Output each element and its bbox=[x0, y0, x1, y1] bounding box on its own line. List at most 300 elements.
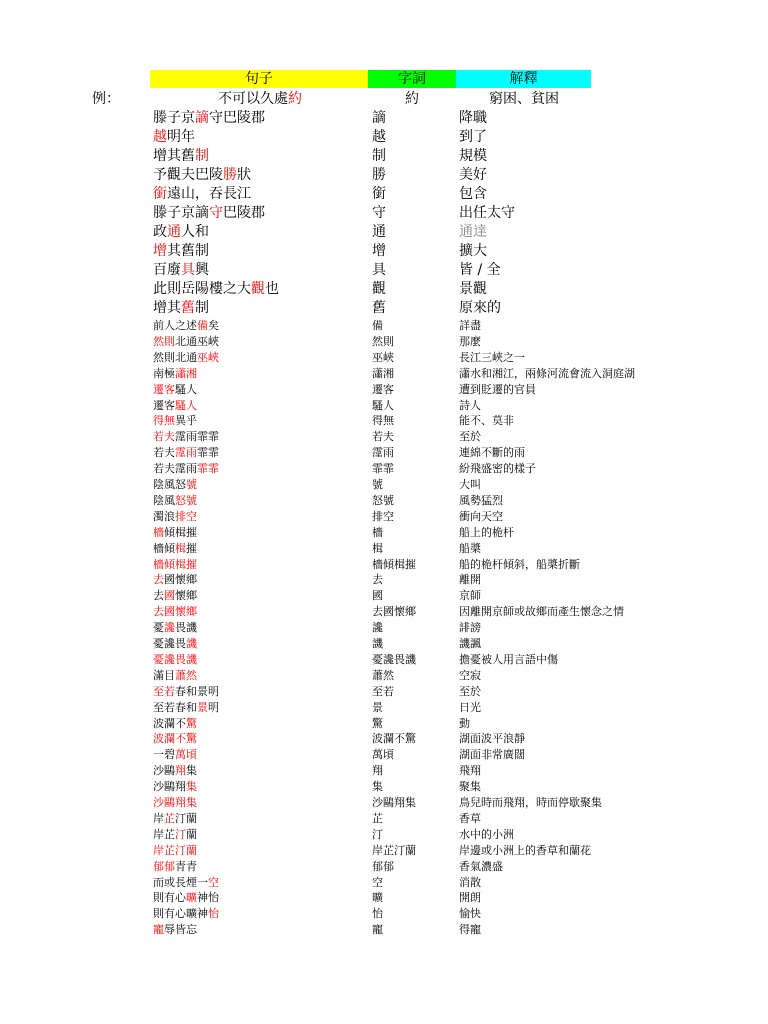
explanation-cell: 皆 / 全 bbox=[459, 262, 501, 278]
explanation-cell: 消散 bbox=[459, 875, 481, 889]
sentence-text: 而或長煙一 bbox=[153, 875, 208, 889]
table-row bbox=[0, 204, 768, 223]
explanation-cell: 原來的 bbox=[459, 300, 501, 316]
word-cell: 霏霏 bbox=[372, 462, 394, 476]
table-row bbox=[0, 128, 768, 147]
word-cell: 排空 bbox=[372, 509, 394, 523]
word-cell: 郁郁 bbox=[372, 859, 394, 873]
word-cell: 然則 bbox=[372, 334, 394, 348]
word-cell: 集 bbox=[372, 780, 383, 794]
explanation-cell: 至於 bbox=[459, 430, 481, 444]
highlighted-word: 檣 bbox=[153, 525, 164, 539]
sentence-cell bbox=[153, 242, 209, 261]
highlighted-word: 寵 bbox=[153, 923, 164, 937]
explanation-cell: 湖面波平浪靜 bbox=[459, 732, 525, 746]
sentence-text: 懷鄉 bbox=[175, 589, 197, 603]
sentence-cell bbox=[153, 795, 197, 811]
sentence-cell bbox=[153, 684, 219, 700]
table-row bbox=[0, 827, 768, 843]
table-row bbox=[0, 636, 768, 652]
word-cell: 勝 bbox=[372, 167, 386, 183]
explanation-cell: 岸邊或小洲上的香草和蘭花 bbox=[459, 843, 591, 857]
highlighted-word: 謫 bbox=[195, 110, 209, 126]
sentence-text: 增其 bbox=[153, 300, 181, 316]
header-word: 字詞 bbox=[368, 70, 456, 88]
explanation-cell: 紛飛盛密的樣子 bbox=[459, 462, 536, 476]
explanation-cell: 規模 bbox=[459, 148, 487, 164]
sentence-cell bbox=[153, 668, 197, 684]
word-cell: 波瀾不驚 bbox=[372, 732, 416, 746]
highlighted-word: 具 bbox=[181, 262, 195, 278]
explanation-cell: 那麼 bbox=[459, 334, 481, 348]
highlighted-word: 譏 bbox=[186, 637, 197, 650]
table-row bbox=[0, 185, 768, 204]
sentence-cell bbox=[153, 827, 197, 843]
sentence-text: 百廢 bbox=[153, 262, 181, 278]
explanation-cell: 包含 bbox=[459, 186, 487, 202]
sentence-text: 神怡 bbox=[197, 891, 219, 905]
sentence-cell bbox=[153, 509, 197, 525]
word-cell: 具 bbox=[372, 262, 386, 278]
word-cell: 騷人 bbox=[372, 398, 394, 412]
table-row bbox=[0, 461, 768, 477]
sentence-text: 陰風怒 bbox=[153, 478, 186, 491]
word-cell: 約 bbox=[405, 91, 419, 107]
highlighted-word: 郁郁 bbox=[153, 859, 175, 873]
highlighted-word: 排空 bbox=[175, 509, 197, 523]
explanation-cell: 大叫 bbox=[459, 478, 481, 491]
sentence-text: 國懷鄉 bbox=[164, 573, 197, 587]
highlighted-word: 越 bbox=[153, 129, 167, 145]
sentence-text: 波瀾不 bbox=[153, 716, 186, 730]
highlighted-word: 去 bbox=[153, 573, 164, 587]
sentence-text: 則有心曠神 bbox=[153, 907, 208, 921]
word-cell: 檣傾楫摧 bbox=[372, 557, 416, 571]
sentence-cell bbox=[153, 493, 197, 509]
table-row bbox=[0, 906, 768, 922]
table-row bbox=[0, 731, 768, 747]
word-cell: 觀 bbox=[372, 281, 386, 297]
sentence-text: 人和 bbox=[181, 224, 209, 240]
sentence-text: 予觀夫巴陵 bbox=[153, 167, 223, 183]
sentence-text: 集 bbox=[186, 764, 197, 778]
sentence-text: 滕子京謫 bbox=[153, 205, 209, 221]
sentence-cell bbox=[153, 716, 197, 732]
highlighted-word: 怒號 bbox=[175, 493, 197, 507]
sentence-text: 蘭 bbox=[186, 827, 197, 841]
explanation-cell: 香氣濃盛 bbox=[459, 859, 503, 873]
table-row bbox=[0, 684, 768, 700]
explanation-cell: 離開 bbox=[459, 573, 481, 587]
highlighted-word: 波瀾不驚 bbox=[153, 732, 197, 746]
explanation-cell: 愉快 bbox=[459, 907, 481, 921]
word-cell: 翔 bbox=[372, 764, 383, 778]
word-cell: 芷 bbox=[372, 811, 383, 825]
word-cell: 瀟湘 bbox=[372, 366, 394, 380]
table-row bbox=[0, 747, 768, 763]
sentence-text: 若夫霪雨 bbox=[153, 462, 197, 476]
explanation-cell: 日光 bbox=[459, 700, 481, 714]
table-row bbox=[0, 147, 768, 166]
explanation-cell: 通達 bbox=[459, 224, 487, 240]
word-cell: 國 bbox=[372, 589, 383, 603]
sentence-cell bbox=[153, 318, 219, 334]
sentence-text: 異乎 bbox=[175, 414, 197, 428]
table-row bbox=[0, 588, 768, 604]
highlighted-word: 汀 bbox=[175, 827, 186, 841]
sentence-text: 一碧 bbox=[153, 748, 175, 762]
word-cell: 蕭然 bbox=[372, 668, 394, 682]
table-row bbox=[0, 509, 768, 525]
table-row bbox=[0, 223, 768, 242]
highlighted-word: 觀 bbox=[251, 281, 265, 297]
table-row bbox=[0, 280, 768, 299]
sentence-cell bbox=[153, 445, 219, 461]
highlighted-word: 檣傾楫摧 bbox=[153, 557, 197, 571]
explanation-cell: 能不、莫非 bbox=[459, 414, 514, 428]
sentence-text: 守巴陵郡 bbox=[209, 110, 265, 126]
table-row bbox=[0, 445, 768, 461]
sentence-text: 此則岳陽樓之大 bbox=[153, 281, 251, 297]
word-cell: 景 bbox=[372, 700, 383, 714]
table-row bbox=[0, 366, 768, 382]
sentence-text: 濁浪 bbox=[153, 509, 175, 523]
highlighted-word: 號 bbox=[186, 478, 197, 491]
sentence-text: 傾楫摧 bbox=[164, 525, 197, 539]
table-row bbox=[0, 350, 768, 366]
highlighted-word: 瀟湘 bbox=[175, 366, 197, 380]
sentence-cell bbox=[153, 204, 265, 223]
word-cell: 謫 bbox=[372, 110, 386, 126]
sentence-cell bbox=[153, 588, 197, 604]
explanation-cell: 詳盡 bbox=[459, 319, 481, 332]
word-cell: 霪雨 bbox=[372, 446, 394, 460]
highlighted-word: 曠 bbox=[186, 891, 197, 905]
sentence-text: 前人之述 bbox=[153, 319, 197, 332]
table-row bbox=[0, 413, 768, 429]
explanation-cell: 降職 bbox=[459, 110, 487, 126]
sentence-cell bbox=[153, 875, 219, 891]
header-sentence: 句子 bbox=[150, 70, 368, 88]
table-row bbox=[0, 700, 768, 716]
sentence-text: 沙鷗翔 bbox=[153, 780, 186, 794]
word-cell: 怒號 bbox=[372, 493, 394, 507]
highlighted-word: 去國懷鄉 bbox=[153, 605, 197, 619]
sentence-cell bbox=[153, 398, 197, 414]
word-cell: 備 bbox=[372, 319, 383, 332]
sentence-cell bbox=[153, 652, 197, 668]
table-row bbox=[0, 166, 768, 185]
sentence-text: 明年 bbox=[167, 129, 195, 145]
highlighted-word: 景 bbox=[197, 700, 208, 714]
highlighted-word: 遷客 bbox=[153, 382, 175, 396]
explanation-cell: 空寂 bbox=[459, 668, 481, 682]
sentence-cell bbox=[153, 147, 209, 166]
table-row bbox=[0, 795, 768, 811]
highlighted-word: 備 bbox=[197, 319, 208, 332]
sentence-cell bbox=[153, 429, 219, 445]
highlighted-word: 巫峽 bbox=[197, 350, 219, 364]
highlighted-word: 銜 bbox=[153, 186, 167, 202]
table-row bbox=[0, 716, 768, 732]
explanation-cell: 出任太守 bbox=[459, 205, 515, 221]
highlighted-word: 空 bbox=[208, 875, 219, 889]
highlighted-word: 舊 bbox=[181, 300, 195, 316]
sentence-cell bbox=[153, 109, 265, 128]
table-row bbox=[0, 652, 768, 668]
sentence-cell bbox=[153, 557, 197, 573]
word-cell: 沙鷗翔集 bbox=[372, 796, 416, 809]
explanation-cell: 船的桅杆傾斜，船槳折斷 bbox=[459, 557, 580, 571]
sentence-cell bbox=[153, 922, 197, 938]
word-cell: 舊 bbox=[372, 300, 386, 316]
explanation-cell: 瀟水和湘江，兩條河流會流入洞庭湖 bbox=[459, 366, 635, 380]
highlighted-word: 沙鷗翔集 bbox=[153, 796, 197, 809]
table-row bbox=[0, 875, 768, 891]
highlighted-word: 然則 bbox=[153, 334, 175, 348]
highlighted-word: 霪雨 bbox=[175, 446, 197, 460]
example-row bbox=[0, 90, 768, 109]
highlighted-word: 霏霏 bbox=[197, 462, 219, 476]
sentence-cell bbox=[153, 280, 279, 299]
highlighted-word: 憂讒畏譏 bbox=[153, 652, 197, 666]
word-cell: 號 bbox=[372, 478, 383, 491]
table-row bbox=[0, 541, 768, 557]
table-row bbox=[0, 779, 768, 795]
explanation-cell: 擴大 bbox=[459, 243, 487, 259]
explanation-cell: 開朗 bbox=[459, 891, 481, 905]
sentence-text: 不可以久處 bbox=[218, 91, 288, 107]
table-row bbox=[0, 890, 768, 906]
sentence-cell bbox=[153, 636, 197, 652]
explanation-cell: 聚集 bbox=[459, 780, 481, 794]
word-cell: 汀 bbox=[372, 827, 383, 841]
sentence-cell bbox=[153, 223, 209, 242]
explanation-cell: 遭到貶遷的官員 bbox=[459, 382, 536, 396]
sentence-cell bbox=[153, 166, 251, 185]
explanation-cell: 至於 bbox=[459, 684, 481, 698]
explanation-cell: 到了 bbox=[459, 129, 487, 145]
sentence-text: 北通巫峽 bbox=[175, 334, 219, 348]
sentence-text: 騷人 bbox=[175, 382, 197, 396]
sentence-text: 遠山，吞長江 bbox=[167, 186, 251, 202]
sentence-text: 南極 bbox=[153, 366, 175, 380]
table-row bbox=[0, 922, 768, 938]
highlighted-word: 楫 bbox=[175, 541, 186, 555]
table-row bbox=[0, 398, 768, 414]
sentence-text: 至若春和 bbox=[153, 700, 197, 714]
sentence-cell bbox=[153, 763, 197, 779]
explanation-cell: 長江三峽之一 bbox=[459, 350, 525, 364]
sentence-cell bbox=[153, 461, 219, 477]
table-row bbox=[0, 109, 768, 128]
explanation-cell: 連綿不斷的雨 bbox=[459, 446, 525, 460]
sentence-text: 若夫 bbox=[153, 446, 175, 460]
table-row bbox=[0, 334, 768, 350]
example-label: 例： bbox=[92, 91, 120, 107]
table-row bbox=[0, 318, 768, 334]
sentence-text: 青青 bbox=[175, 859, 197, 873]
table-row bbox=[0, 557, 768, 573]
sentence-cell bbox=[153, 525, 197, 541]
sentence-text: 也 bbox=[265, 281, 279, 297]
highlighted-word: 制 bbox=[195, 148, 209, 164]
sentence-cell bbox=[153, 477, 197, 493]
word-cell: 空 bbox=[372, 875, 383, 889]
sentence-text: 則有心 bbox=[153, 891, 186, 905]
table-row bbox=[0, 382, 768, 398]
sentence-cell bbox=[153, 859, 197, 875]
sentence-text: 政 bbox=[153, 224, 167, 240]
table-row bbox=[0, 525, 768, 541]
word-cell: 越 bbox=[372, 129, 386, 145]
explanation-cell: 湖面非常廣闊 bbox=[459, 748, 525, 762]
sentence-text: 憂 bbox=[153, 621, 164, 635]
sentence-cell bbox=[153, 382, 197, 398]
word-cell: 萬頃 bbox=[372, 748, 394, 762]
sentence-text: 春和景明 bbox=[175, 684, 219, 698]
sentence-text: 霪雨霏霏 bbox=[175, 430, 219, 444]
explanation-cell: 鳥兒時而飛翔，時而停歇聚集 bbox=[459, 796, 602, 809]
explanation-cell: 得寵 bbox=[459, 923, 481, 937]
sentence-text: 岸 bbox=[153, 811, 164, 825]
table-row bbox=[0, 429, 768, 445]
highlighted-word: 若夫 bbox=[153, 430, 175, 444]
explanation-cell: 京師 bbox=[459, 589, 481, 603]
sentence-text: 興 bbox=[195, 262, 209, 278]
highlighted-word: 增 bbox=[153, 243, 167, 259]
sentence-cell bbox=[153, 843, 197, 859]
word-cell: 遷客 bbox=[372, 382, 394, 396]
word-cell: 讒 bbox=[372, 621, 383, 635]
word-cell: 通 bbox=[372, 224, 386, 240]
highlighted-word: 騷人 bbox=[175, 398, 197, 412]
explanation-cell: 飛翔 bbox=[459, 764, 481, 778]
sentence-text: 岸芷 bbox=[153, 827, 175, 841]
word-cell: 若夫 bbox=[372, 430, 394, 444]
table-row bbox=[0, 859, 768, 875]
sentence-cell bbox=[153, 604, 197, 620]
table-row bbox=[0, 763, 768, 779]
explanation-cell: 美好 bbox=[459, 167, 487, 183]
table-row bbox=[0, 299, 768, 318]
word-cell: 去 bbox=[372, 573, 383, 587]
explanation-cell: 風勢猛烈 bbox=[459, 493, 503, 507]
word-cell: 怡 bbox=[372, 907, 383, 921]
sentence-cell bbox=[153, 541, 197, 557]
explanation-cell: 衝向天空 bbox=[459, 509, 503, 523]
sentence-text: 畏譏 bbox=[175, 621, 197, 635]
word-cell: 寵 bbox=[372, 923, 383, 937]
sentence-text: 遷客 bbox=[153, 398, 175, 412]
table-row bbox=[0, 572, 768, 588]
word-cell: 譏 bbox=[372, 637, 383, 650]
word-cell: 增 bbox=[372, 243, 386, 259]
highlighted-word: 得無 bbox=[153, 414, 175, 428]
word-cell: 守 bbox=[372, 205, 386, 221]
sentence-cell bbox=[153, 906, 219, 922]
sentence-cell bbox=[153, 700, 219, 716]
word-cell: 至若 bbox=[372, 684, 394, 698]
sentence-cell bbox=[153, 731, 197, 747]
table-row bbox=[0, 477, 768, 493]
sentence-cell bbox=[153, 350, 219, 366]
sentence-text: 檣傾 bbox=[153, 541, 175, 555]
highlighted-word: 怡 bbox=[208, 907, 219, 921]
explanation-cell: 船槳 bbox=[459, 541, 481, 555]
word-cell: 憂讒畏譏 bbox=[372, 652, 416, 666]
highlighted-word: 勝 bbox=[223, 167, 237, 183]
highlighted-word: 驚 bbox=[186, 716, 197, 730]
explanation-cell: 誹謗 bbox=[459, 621, 481, 635]
highlighted-word: 芷 bbox=[164, 811, 175, 825]
table-row bbox=[0, 261, 768, 280]
highlighted-word: 蕭然 bbox=[175, 668, 197, 682]
table-row bbox=[0, 811, 768, 827]
sentence-text: 滿目 bbox=[153, 668, 175, 682]
highlighted-word: 萬頃 bbox=[175, 748, 197, 762]
explanation-cell: 船上的桅杆 bbox=[459, 525, 514, 539]
sentence-cell bbox=[153, 261, 209, 280]
sentence-cell bbox=[153, 299, 209, 318]
explanation-cell: 景觀 bbox=[459, 281, 487, 297]
sentence-text: 陰風 bbox=[153, 493, 175, 507]
word-cell: 驚 bbox=[372, 716, 383, 730]
sentence-cell bbox=[153, 811, 197, 827]
sentence-text: 去 bbox=[153, 589, 164, 603]
highlighted-word: 至若 bbox=[153, 684, 175, 698]
sentence-text: 巴陵郡 bbox=[223, 205, 265, 221]
word-cell: 得無 bbox=[372, 414, 394, 428]
sentence-text: 憂讒畏 bbox=[153, 637, 186, 650]
word-cell: 曠 bbox=[372, 891, 383, 905]
word-cell: 楫 bbox=[372, 541, 383, 555]
word-cell: 檣 bbox=[372, 525, 383, 539]
highlighted-word: 通 bbox=[167, 224, 181, 240]
sentence-text: 矣 bbox=[208, 319, 219, 332]
sentence-text: 明 bbox=[208, 700, 219, 714]
explanation-cell: 因離開京師或故鄉而產生懷念之情 bbox=[459, 605, 624, 619]
sentence-cell bbox=[153, 334, 219, 350]
table-row bbox=[0, 620, 768, 636]
sentence-cell bbox=[153, 620, 197, 636]
sentence-cell bbox=[153, 128, 195, 147]
highlighted-word: 守 bbox=[209, 205, 223, 221]
sentence-text: 沙鷗 bbox=[153, 764, 175, 778]
table-row bbox=[0, 843, 768, 859]
explanation-cell: 窮困、貧困 bbox=[489, 91, 559, 107]
highlighted-word: 約 bbox=[288, 91, 302, 107]
highlighted-word: 岸芷汀蘭 bbox=[153, 843, 197, 857]
table-row bbox=[0, 242, 768, 261]
sentence-text: 汀蘭 bbox=[175, 811, 197, 825]
sentence-text: 辱皆忘 bbox=[164, 923, 197, 937]
sentence-text: 霏霏 bbox=[197, 446, 219, 460]
sentence-text: 然則北通 bbox=[153, 350, 197, 364]
highlighted-word: 讒 bbox=[164, 621, 175, 635]
sentence-cell bbox=[153, 185, 251, 204]
header-explanation: 解釋 bbox=[456, 70, 591, 88]
sentence-cell bbox=[153, 413, 197, 429]
word-cell: 制 bbox=[372, 148, 386, 164]
highlighted-word: 國 bbox=[164, 589, 175, 603]
explanation-cell: 香草 bbox=[459, 811, 481, 825]
word-cell: 巫峽 bbox=[372, 350, 394, 364]
sentence-cell bbox=[153, 366, 197, 382]
table-row bbox=[0, 668, 768, 684]
sentence-cell bbox=[153, 747, 197, 763]
explanation-cell: 動 bbox=[459, 716, 470, 730]
